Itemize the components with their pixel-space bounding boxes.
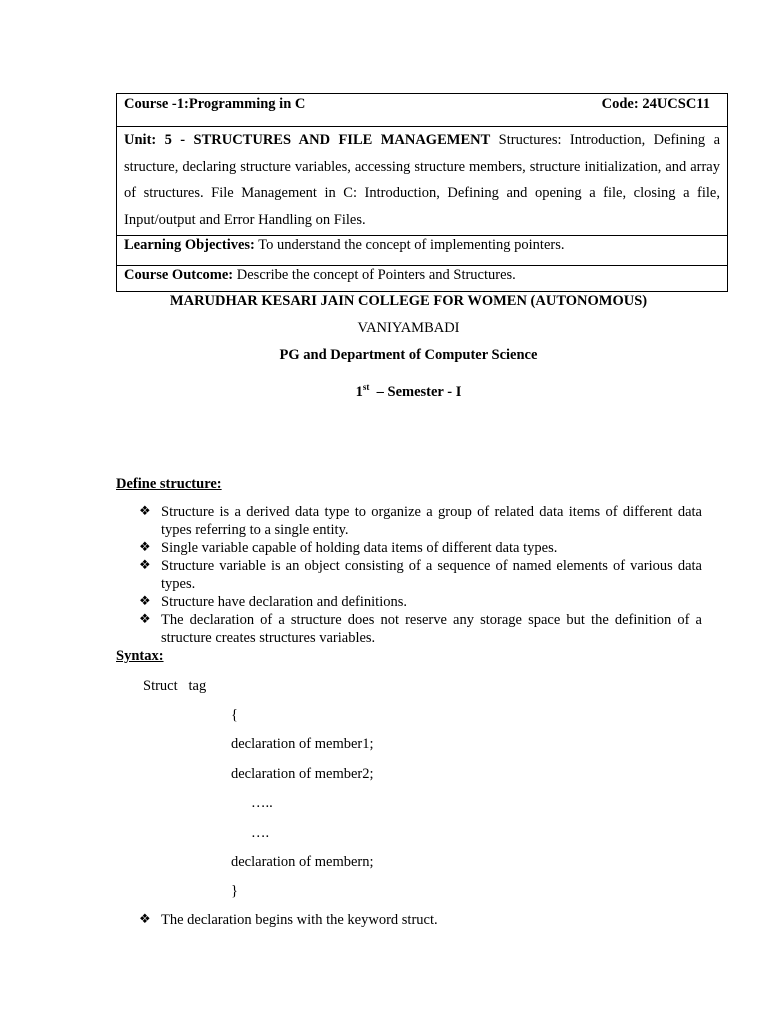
define-structure-heading: Define structure: — [116, 476, 222, 492]
list-item-text: The declaration of a structure does not reserve any storage space but the definition of a structure creates structures variables. — [161, 612, 702, 646]
unit-cell — [117, 127, 728, 236]
objectives-text: To understand the concept of implementing pointers. — [254, 237, 565, 254]
list-item-text: The declaration begins with the keyword struct. — [161, 912, 438, 928]
bullet-diamond-icon: ❖ — [139, 558, 151, 573]
syntax-ellipsis-2: …. — [251, 825, 270, 841]
outcome-cell — [117, 266, 728, 292]
syntax-notes-list — [139, 911, 702, 929]
semester-number: 1 — [355, 384, 363, 400]
outcome-row — [117, 266, 728, 292]
list-item — [139, 557, 702, 593]
define-structure-list — [139, 503, 702, 647]
list-item — [139, 539, 702, 557]
outcome-text: Describe the concept of Pointers and Structures. — [233, 267, 516, 284]
syntax-ellipsis-1: ….. — [251, 795, 273, 811]
bullet-diamond-icon: ❖ — [139, 504, 151, 519]
bullet-diamond-icon: ❖ — [139, 540, 151, 555]
department-name: PG and Department of Computer Science — [279, 347, 538, 363]
syntax-open-brace: { — [231, 707, 238, 723]
unit-row — [117, 127, 728, 236]
list-item — [139, 593, 702, 611]
course-info-table — [116, 93, 728, 292]
bullet-diamond-icon: ❖ — [139, 612, 151, 627]
syntax-member2: declaration of member2; — [231, 766, 374, 782]
objectives-label: Learning Objectives: — [124, 237, 255, 254]
outcome-label: Course Outcome: — [124, 267, 234, 284]
objectives-cell — [117, 236, 728, 266]
course-row — [117, 94, 728, 127]
college-city: VANIYAMBADI — [357, 320, 460, 336]
semester-text: – Semester - I — [369, 384, 462, 400]
syntax-membern: declaration of membern; — [231, 854, 374, 870]
list-item — [139, 911, 702, 929]
bullet-diamond-icon: ❖ — [139, 594, 151, 609]
syntax-close-brace: } — [231, 883, 238, 899]
list-item — [139, 611, 702, 647]
course-cell — [117, 94, 728, 127]
syntax-struct-line: Struct tag — [143, 678, 207, 694]
bullet-diamond-icon: ❖ — [139, 912, 151, 927]
list-item-text: Structure is a derived data type to organize a group of related data items of different data types referring to a single entity. — [161, 504, 702, 538]
list-item-text: Structure variable is an object consisting of a sequence of named elements of various data types. — [161, 558, 702, 592]
unit-heading: Unit: 5 - STRUCTURES AND FILE MANAGEMENT — [124, 132, 491, 148]
course-title: Course -1:Programming in C — [124, 96, 306, 112]
semester-line — [116, 383, 701, 401]
list-item-text: Single variable capable of holding data items of different data types. — [161, 540, 558, 556]
list-item-text: Structure have declaration and definitions. — [161, 594, 408, 610]
syntax-member1: declaration of member1; — [231, 736, 374, 752]
course-code: Code: 24UCSC11 — [601, 96, 710, 112]
semester-ordinal: st — [362, 382, 370, 392]
syntax-heading: Syntax: — [116, 648, 164, 664]
college-name: MARUDHAR KESARI JAIN COLLEGE FOR WOMEN (AUTONOMOUS) — [169, 293, 648, 309]
list-item — [139, 503, 702, 539]
objectives-row — [117, 236, 728, 266]
unit-description: Structures: Introduction, Defining a structure, declaring structure variables, accessing structure members, structure initialization, and array of structures. File Management in C: Introduction, Defining and opening a file, closing a file, Input/output and Error Handling on Files. — [124, 132, 721, 228]
